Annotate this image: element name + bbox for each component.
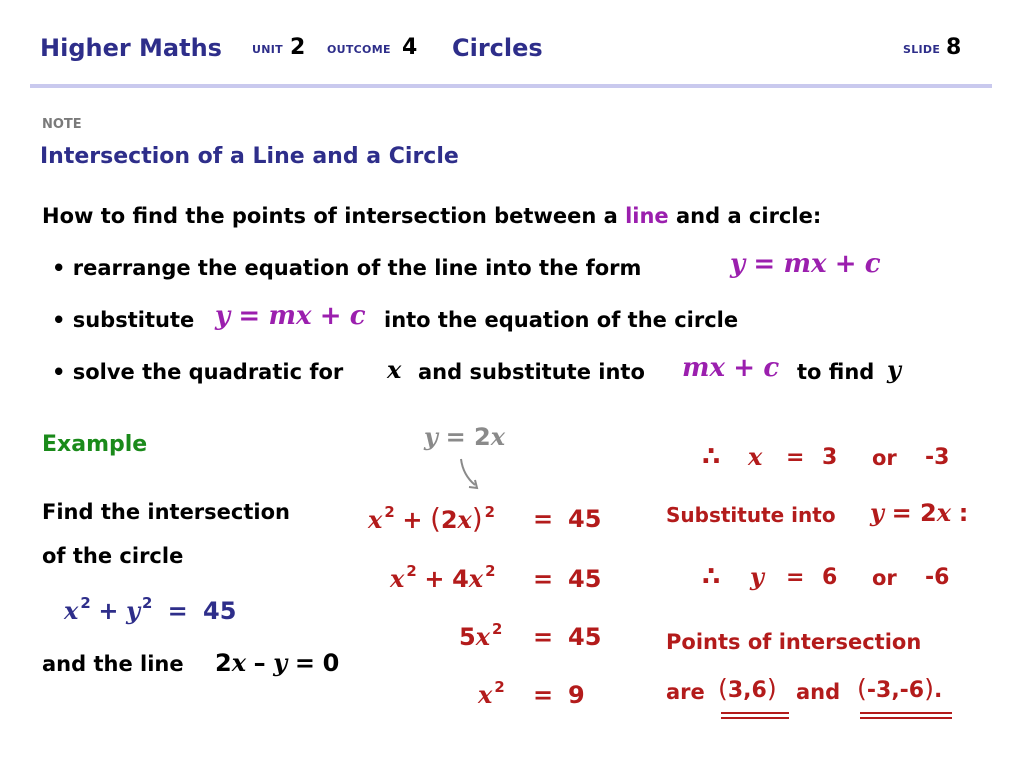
point-1-underline-top <box>721 712 789 714</box>
example-find-line1: Find the intersection <box>42 500 290 524</box>
points-line1: Points of intersection <box>666 630 922 654</box>
topic-title: Circles <box>452 34 543 62</box>
solution-x: x <box>748 442 763 471</box>
working-line2-rhs: 45 <box>568 565 602 593</box>
solution-y: y <box>750 562 764 591</box>
substitute-y-equals-2x: y = 2x : <box>870 498 969 527</box>
header-divider <box>30 84 992 88</box>
solution-x-val1: 3 <box>822 445 838 470</box>
solution-y-or: or <box>872 566 897 590</box>
working-line3-eq: = <box>533 623 554 651</box>
therefore-icon: ∴ <box>702 442 721 472</box>
bullet-solve-mid: and substitute into <box>418 360 645 384</box>
intro-highlight-line: line <box>625 204 669 228</box>
working-line2: x $^2$ + 4x $^2$ <box>390 562 496 594</box>
bullet-solve: • solve the quadratic for <box>52 360 344 384</box>
note-label: NOTE <box>42 117 82 132</box>
solution-x-val2: -3 <box>925 445 950 470</box>
slide-number: 8 <box>946 35 962 60</box>
substitute-into-text: Substitute into <box>666 503 836 527</box>
unit-number: 2 <box>290 35 306 60</box>
working-line4: x $^2$ <box>478 678 505 710</box>
working-line3-rhs: 45 <box>568 623 602 651</box>
point-2: (-3,-6). <box>857 674 943 703</box>
line-equation: 2x – y = 0 <box>215 648 340 677</box>
hint-arrow-icon <box>455 455 485 495</box>
bullet-substitute: • substitute <box>52 308 195 332</box>
course-title: Higher Maths <box>40 34 222 62</box>
solution-y-val1: 6 <box>822 565 838 590</box>
working-line4-rhs: 9 <box>568 681 585 709</box>
outcome-number: 4 <box>402 35 418 60</box>
intro-pre: How to find the points of intersection between a <box>42 204 626 228</box>
example-label: Example <box>42 432 148 457</box>
bullet-rearrange: • rearrange the equation of the line into the form <box>52 256 642 280</box>
circle-equation: x $^2$ + y $^2$ = 45 <box>64 594 237 626</box>
points-and: and <box>796 680 841 704</box>
working-line1-eq: = <box>533 505 554 533</box>
point-2-underline-bottom <box>860 717 952 719</box>
example-find-line2: of the circle <box>42 544 184 568</box>
working-line3: 5x $^2$ <box>459 620 503 652</box>
intro-post: and a circle: <box>668 204 822 228</box>
point-2-underline-top <box>860 712 952 714</box>
hint-y-equals-2x: y = 2x <box>424 422 506 451</box>
formula-mx-c: mx + c <box>682 353 780 383</box>
example-and-the-line: and the line <box>42 652 184 676</box>
note-title: Intersection of a Line and a Circle <box>40 144 459 169</box>
bullet-solve-post: to find <box>797 360 875 384</box>
formula-y-mx-c-1: y = mx + c <box>730 249 881 279</box>
point-1: (3,6) <box>718 674 777 703</box>
bullet-substitute-post: into the equation of the circle <box>384 308 739 332</box>
solution-y-eq: = <box>786 565 805 590</box>
solution-x-or: or <box>872 446 897 470</box>
unit-label: UNIT <box>252 43 283 56</box>
intro-text <box>42 204 821 228</box>
therefore-icon-2: ∴ <box>702 562 721 592</box>
outcome-label: OUTCOME <box>327 43 391 56</box>
working-line4-eq: = <box>533 681 554 709</box>
slide-label: SLIDE <box>903 43 941 56</box>
working-line2-eq: = <box>533 565 554 593</box>
points-are: are <box>666 680 705 704</box>
working-line1: x $^2$ + (2x) $^2$ <box>368 502 495 535</box>
working-line1-rhs: 45 <box>568 505 602 533</box>
point-1-underline-bottom <box>721 717 789 719</box>
solution-x-eq: = <box>786 445 805 470</box>
formula-y-mx-c-2: y = mx + c <box>215 301 366 331</box>
bullet-solve-y: y <box>887 355 901 384</box>
bullet-solve-x: x <box>387 355 402 384</box>
solution-y-val2: -6 <box>925 565 950 590</box>
